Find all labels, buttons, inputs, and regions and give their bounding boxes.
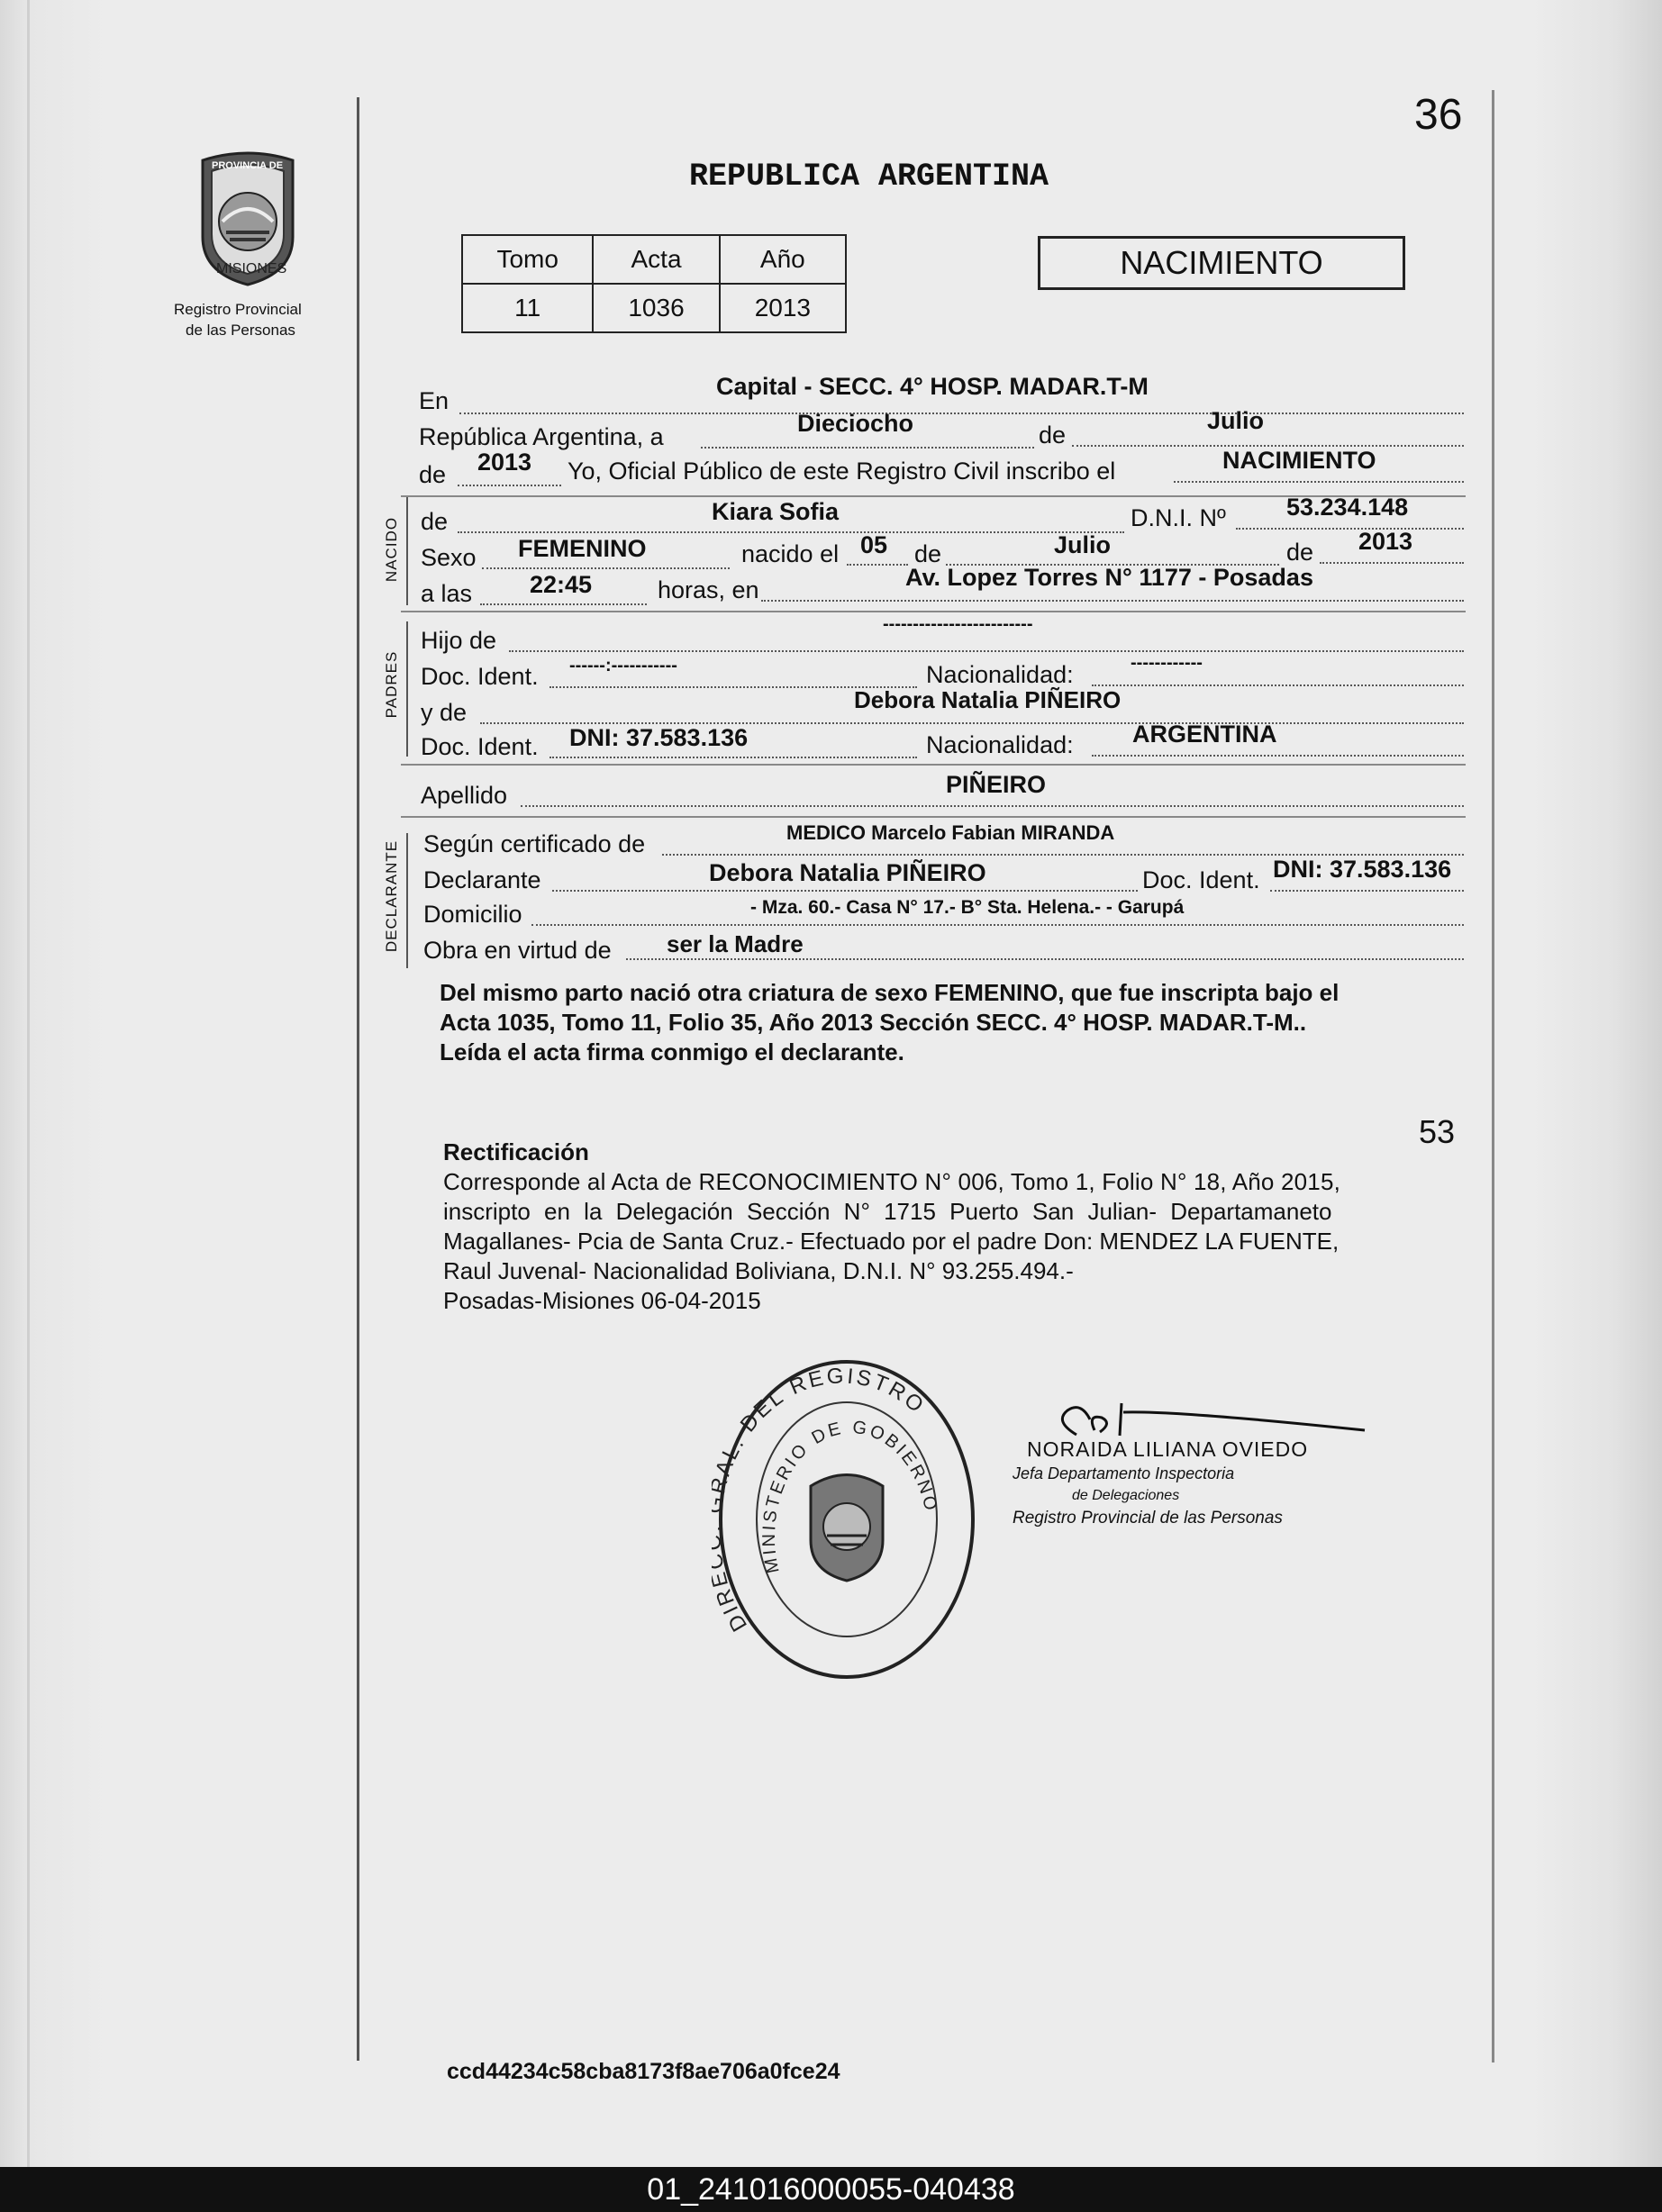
nota-line: Leída el acta firma conmigo el declarante.: [440, 1038, 904, 1065]
registro-line1: Registro Provincial: [174, 301, 302, 318]
apellido-value: PIÑEIRO: [946, 771, 1047, 798]
de-label: de: [1039, 422, 1067, 449]
document-type-box: NACIMIENTO: [1038, 236, 1405, 290]
decl-doc-label: Doc. Ident.: [1142, 866, 1260, 893]
declarante-doc: DNI: 37.583.136: [1273, 856, 1452, 883]
en-dots: [459, 412, 1464, 414]
nacido-lugar: Av. Lopez Torres N° 1177 - Posadas: [905, 564, 1313, 591]
footer-bar: [0, 2167, 1662, 2212]
nacionalidad-label: Nacionalidad:: [926, 661, 1074, 688]
footer-id: 01_241016000055-040438: [647, 2172, 1015, 2207]
right-margin-line: [1492, 90, 1494, 2062]
nacido-de-label3: de: [1286, 539, 1314, 566]
hijo-dots: [509, 650, 1464, 652]
dni-label: D.N.I. Nº: [1131, 504, 1226, 531]
inscribo-dots: [1174, 481, 1464, 483]
apellido-label: Apellido: [421, 782, 508, 809]
table-value-tomo: 11: [462, 284, 593, 332]
nacido-de-label: de: [421, 508, 449, 535]
certificado-label: Según certificado de: [423, 830, 646, 857]
section-declarante: DECLARANTE: [383, 839, 400, 953]
official-seal: [712, 1355, 982, 1684]
en-label: En: [419, 387, 450, 414]
nombre-dots: [458, 531, 1124, 533]
declarante-bracket: [406, 833, 408, 968]
domicilio-label: Domicilio: [423, 901, 522, 928]
en-value: Capital - SECC. 4° HOSP. MADAR.T-M: [716, 373, 1149, 400]
nacionalidad-label2: Nacionalidad:: [926, 731, 1074, 758]
apellido-dots: [521, 805, 1464, 807]
section-padres: PADRES: [383, 650, 400, 719]
nacido-el-label: nacido el: [741, 540, 840, 567]
rectificacion-line: Raul Juvenal- Nacionalidad Boliviana, D.N.I. N° 93.255.494.-: [443, 1257, 1074, 1284]
logo-text-top: PROVINCIA DE: [212, 160, 284, 171]
certificado-value: MEDICO Marcelo Fabian MIRANDA: [786, 821, 1115, 844]
lugar-dots: [761, 600, 1464, 602]
declarante-dots: [552, 890, 1138, 892]
nota-line: Del mismo parto nació otra criatura de sexo FEMENINO, que fue inscripta bajo el: [440, 979, 1340, 1006]
left-margin-line: [357, 97, 359, 2061]
horas-label: horas, en: [658, 576, 759, 603]
sexo-label: Sexo: [421, 544, 477, 571]
document-hash: ccd44234c58cba8173f8ae706a0fce24: [447, 2059, 840, 2084]
madre-doc-dots: [549, 757, 917, 758]
nacido-mes: Julio: [1054, 531, 1112, 558]
section-nacido: NACIDO: [383, 516, 400, 583]
dia-nac-dots: [847, 564, 908, 566]
page-number: 36: [1414, 91, 1463, 139]
table-value-anio: 2013: [720, 284, 846, 332]
padre-nacionalidad: ------------: [1131, 653, 1203, 673]
nacido-nombre: Kiara Sofia: [712, 498, 840, 525]
nacido-dia: 05: [860, 531, 888, 558]
rectificacion-number: 53: [1419, 1113, 1456, 1150]
padre-nac-dots: [1092, 684, 1464, 686]
madre-nombre: Debora Natalia PIÑEIRO: [854, 686, 1122, 713]
rectificacion-title: Rectificación: [443, 1138, 589, 1165]
anio-value: 2013: [477, 449, 532, 476]
nacido-hora: 22:45: [530, 571, 593, 598]
separator-padres: [401, 764, 1466, 766]
obra-value: ser la Madre: [667, 930, 804, 957]
nacido-bracket: [406, 497, 408, 605]
yde-label: y de: [421, 699, 468, 726]
signature-name: NORAIDA LILIANA OVIEDO: [1027, 1437, 1309, 1461]
madre-doc: DNI: 37.583.136: [569, 724, 749, 751]
domicilio-value: - Mza. 60.- Casa N° 17.- B° Sta. Helena.- - Garupá: [750, 897, 1185, 918]
page-title: REPUBLICA ARGENTINA: [689, 159, 1049, 195]
declarante-label: Declarante: [423, 866, 541, 893]
inscribo-value: NACIMIENTO: [1222, 447, 1376, 474]
rectificacion-text: [443, 1167, 1497, 1316]
table-value-acta: 1036: [593, 284, 719, 332]
obra-dots: [626, 958, 1464, 960]
logo-text-bottom: MISIONES: [216, 261, 287, 276]
madre-nac-dots: [1092, 755, 1464, 757]
signature-line2: de Delegaciones: [1072, 1488, 1180, 1503]
sexo-dots: [482, 567, 730, 569]
seal-inner-text: MINISTERIO DE GOBIERNO: [758, 1417, 941, 1575]
registro-line2: de las Personas: [186, 322, 295, 339]
rectificacion-line: Posadas-Misiones 06-04-2015: [443, 1287, 761, 1314]
nota-line: Acta 1035, Tomo 11, Folio 35, Año 2013 Sección SECC. 4° HOSP. MADAR.T-M..: [440, 1009, 1307, 1036]
doc-ident-label: Doc. Ident.: [421, 663, 539, 690]
seal-outer-text: DIR AL. DEL REGISTRO: [712, 1364, 931, 1636]
sheet-edge: [27, 0, 30, 2167]
nacido-de-label2: de: [914, 540, 942, 567]
table-header-anio: Año: [720, 235, 846, 284]
hora-dots: [480, 603, 647, 605]
declarante-nombre: Debora Natalia PIÑEIRO: [709, 859, 986, 886]
anio-dots: [458, 485, 561, 486]
rectificacion-line: inscripto en la Delegación Sección N° 1715 Puerto San Julian- Departamaneto: [443, 1198, 1332, 1225]
padre-nombre: -------------------------: [883, 614, 1033, 634]
rectificacion-line: Corresponde al Acta de RECONOCIMIENTO N° 006, Tomo 1, Folio N° 18, Año 2015,: [443, 1168, 1341, 1195]
nacido-anio: 2013: [1358, 528, 1413, 555]
table-header-tomo: Tomo: [462, 235, 593, 284]
decl-doc-dots: [1270, 890, 1464, 892]
nacido-dni: 53.234.148: [1286, 494, 1409, 521]
registry-table: [461, 234, 847, 333]
madre-nacionalidad: ARGENTINA: [1132, 721, 1277, 748]
domicilio-dots: [531, 924, 1464, 926]
de2-label: de: [419, 461, 447, 488]
nota-paragraph: [440, 978, 1476, 1067]
nacido-sexo: FEMENINO: [518, 535, 647, 562]
signature-line1: Jefa Departamento Inspectoria: [1013, 1464, 1235, 1482]
hijo-label: Hijo de: [421, 627, 497, 654]
rectificacion-line: Magallanes- Pcia de Santa Cruz.- Efectuado por el padre Don: MENDEZ LA FUENTE,: [443, 1228, 1340, 1255]
table-header-acta: Acta: [593, 235, 719, 284]
dia-dots: [701, 447, 1034, 449]
dia-value: Dieciocho: [797, 410, 914, 437]
obra-label: Obra en virtud de: [423, 937, 612, 964]
signature-line3: Registro Provincial de las Personas: [1013, 1509, 1283, 1528]
anio-nac-dots: [1320, 562, 1464, 564]
separator-apellido: [401, 816, 1466, 818]
separator-nacido: [401, 611, 1466, 612]
padres-bracket: [406, 621, 408, 757]
doc-ident-label2: Doc. Ident.: [421, 733, 539, 760]
mes-value: Julio: [1207, 407, 1265, 434]
oficial-label: Yo, Oficial Público de este Registro Civil inscribo el: [568, 458, 1116, 485]
alas-label: a las: [421, 580, 473, 607]
republica-label: República Argentina, a: [419, 423, 664, 450]
padre-doc: ------:-----------: [569, 656, 677, 675]
dni-dots: [1236, 528, 1464, 530]
